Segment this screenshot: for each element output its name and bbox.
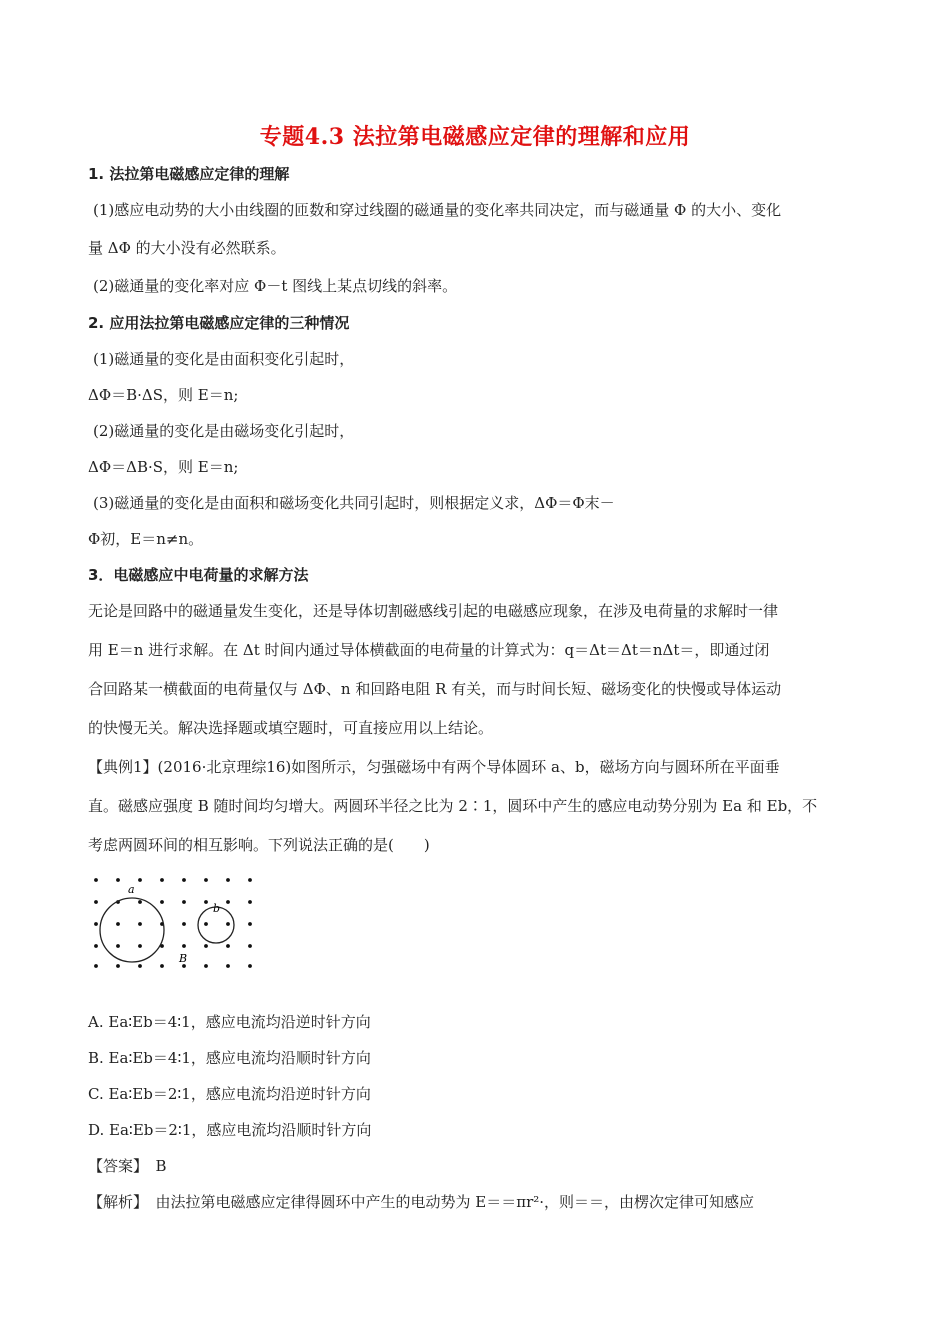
- s1-paragraph-1a: (1)感应电动势的大小由线圈的匝数和穿过线圈的磁通量的变化率共同决定，而与磁通量 Φ 的大小、变化: [93, 201, 782, 219]
- field-dot: [94, 900, 98, 904]
- field-dots: [94, 878, 252, 968]
- section-1-heading: 1. 法拉第电磁感应定律的理解: [88, 165, 290, 183]
- option-a: A. Ea∶Eb＝4∶1，感应电流均沿逆时针方向: [88, 1013, 371, 1031]
- s3-line-2: 用 E＝n 进行求解。在 Δt 时间内通过导体横截面的电荷量的计算式为：q＝Δt＝Δt＝nΔt＝，即通过闭: [88, 641, 770, 659]
- figure-svg: [88, 870, 258, 975]
- label-B: B: [179, 952, 188, 965]
- field-dot: [94, 922, 98, 926]
- option-c: C. Ea∶Eb＝2∶1，感应电流均沿逆时针方向: [88, 1085, 371, 1103]
- s3-line-1: 无论是回路中的磁通量发生变化，还是导体切割磁感线引起的电磁感应现象，在涉及电荷量的求解时一律: [88, 602, 779, 620]
- field-dot: [160, 900, 164, 904]
- section-3-heading: 3．电磁感应中电荷量的求解方法: [88, 566, 309, 584]
- s2-line-2: ΔΦ＝B·ΔS，则 E＝n;: [88, 386, 239, 404]
- s3-line-4: 的快慢无关。解决选择题或填空题时，可直接应用以上结论。: [88, 719, 494, 737]
- s2-line-1: (1)磁通量的变化是由面积变化引起时，: [93, 350, 355, 368]
- field-dot: [226, 922, 230, 926]
- field-dot: [248, 922, 252, 926]
- field-dot: [182, 922, 186, 926]
- option-d: D. Ea∶Eb＝2∶1，感应电流均沿顺时针方向: [88, 1121, 372, 1139]
- page-title: 专题4.3 法拉第电磁感应定律的理解和应用: [259, 124, 691, 150]
- example-line-2: 直。磁感应强度 B 随时间均匀增大。两圆环半径之比为 2∶1，圆环中产生的感应电动势分别为 Ea 和 Eb，不: [88, 797, 818, 815]
- field-dot: [94, 944, 98, 948]
- answer-line: 【答案】 B: [88, 1157, 167, 1175]
- field-dot: [248, 944, 252, 948]
- label-a: a: [128, 883, 135, 896]
- field-dot: [182, 900, 186, 904]
- field-dot: [226, 964, 230, 968]
- field-dot: [160, 964, 164, 968]
- s2-line-3: (2)磁通量的变化是由磁场变化引起时，: [93, 422, 355, 440]
- analysis-line: 【解析】 由法拉第电磁感应定律得圆环中产生的电动势为 E＝＝πr²·，则＝＝，由楞次定律可知感应: [88, 1193, 755, 1211]
- field-dot: [116, 944, 120, 948]
- option-b: B. Ea∶Eb＝4∶1，感应电流均沿顺时针方向: [88, 1049, 371, 1067]
- s2-line-6: Φ初，E＝n≠n。: [88, 530, 204, 548]
- s3-line-3: 合回路某一横截面的电荷量仅与 ΔΦ、n 和回路电阻 R 有关，而与时间长短、磁场变化的快慢或导体运动: [88, 680, 782, 698]
- field-dot: [248, 878, 252, 882]
- example-line-1: 【典例1】(2016·北京理综16)如图所示，匀强磁场中有两个导体圆环 a、b，磁场方向与圆环所在平面垂: [88, 758, 780, 776]
- field-dot: [138, 944, 142, 948]
- field-dot: [94, 878, 98, 882]
- s2-line-4: ΔΦ＝ΔB·S，则 E＝n;: [88, 458, 239, 476]
- magnetic-field-figure: [88, 870, 258, 975]
- field-dot: [226, 900, 230, 904]
- s1-paragraph-1b: 量 ΔΦ 的大小没有必然联系。: [88, 239, 286, 257]
- field-dot: [138, 878, 142, 882]
- field-dot: [204, 922, 208, 926]
- section-2-heading: 2. 应用法拉第电磁感应定律的三种情况: [88, 314, 350, 332]
- label-b: b: [213, 902, 221, 915]
- ring-a: [100, 898, 164, 962]
- field-dot: [226, 878, 230, 882]
- field-dot: [248, 964, 252, 968]
- field-dot: [116, 878, 120, 882]
- field-dot: [116, 922, 120, 926]
- example-line-3: 考虑两圆环间的相互影响。下列说法正确的是( ): [88, 836, 430, 854]
- field-dot: [94, 964, 98, 968]
- field-dot: [116, 964, 120, 968]
- field-dot: [204, 878, 208, 882]
- field-dot: [138, 964, 142, 968]
- field-dot: [182, 878, 186, 882]
- field-dot: [204, 944, 208, 948]
- field-dot: [204, 964, 208, 968]
- field-dot: [138, 900, 142, 904]
- s1-paragraph-2: (2)磁通量的变化率对应 Φ－t 图线上某点切线的斜率。: [93, 277, 458, 295]
- s2-line-5: (3)磁通量的变化是由面积和磁场变化共同引起时，则根据定义求，ΔΦ＝Φ末－: [93, 494, 615, 512]
- field-dot: [248, 900, 252, 904]
- field-dot: [226, 944, 230, 948]
- field-dot: [204, 900, 208, 904]
- field-dot: [182, 944, 186, 948]
- field-dot: [160, 878, 164, 882]
- field-dot: [138, 922, 142, 926]
